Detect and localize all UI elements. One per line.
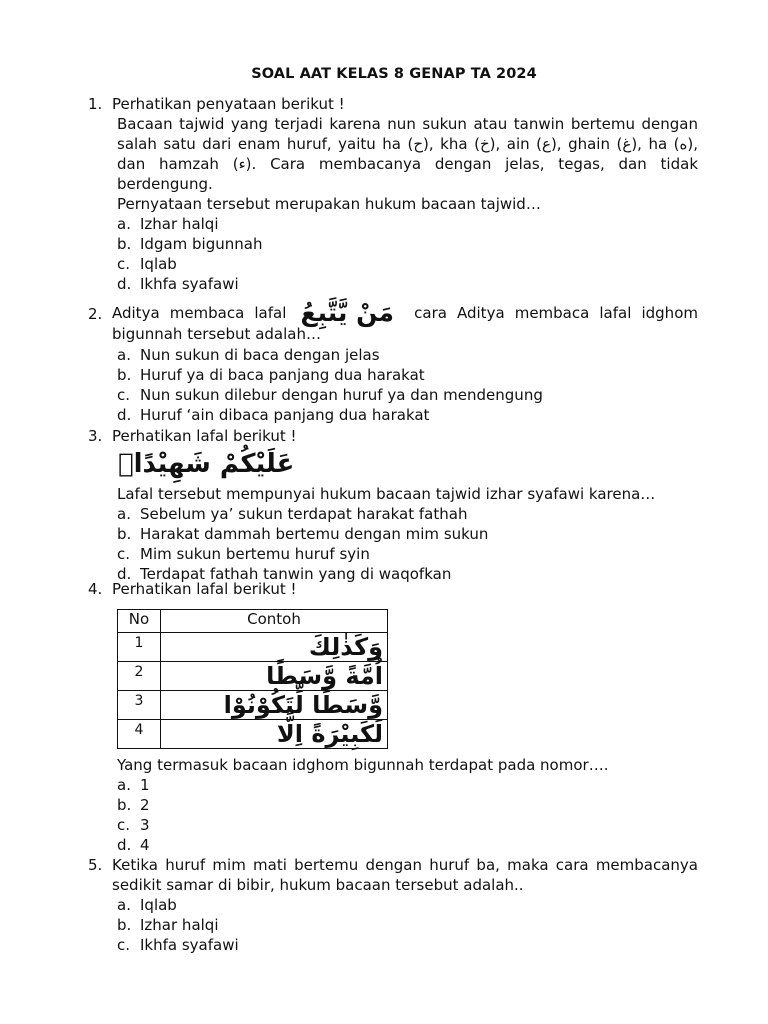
option-b: b. 2	[117, 796, 150, 814]
examples-table	[117, 609, 388, 749]
option-a: a. Nun sukun di baca dengan jelas	[117, 346, 380, 364]
option-d: d. Terdapat fathah tanwin yang di waqofkan	[117, 565, 452, 583]
option-a: a. Sebelum ya’ sukun terdapat harakat fathah	[117, 505, 468, 523]
arabic-phrase: عَلَيْكُمْ شَهِيْدًاۗ	[118, 449, 295, 479]
table-row	[118, 691, 388, 720]
option-text: Idgam bigunnah	[140, 235, 263, 253]
option-text: Nun sukun di baca dengan jelas	[140, 346, 380, 364]
question-1	[88, 94, 698, 294]
question-number: 2.	[88, 305, 103, 323]
question-stem: Perhatikan penyataan berikut !	[112, 95, 345, 113]
arabic-example: وَكَذٰلِكَ	[161, 633, 388, 662]
option-text: Huruf ‘ain dibaca panjang dua harakat	[140, 406, 430, 424]
row-number: 3	[118, 691, 161, 720]
arabic-example: وَّسَطًا لِّتَكُوْنُوْا	[161, 691, 388, 720]
option-text: 4	[140, 836, 150, 854]
option-b: b. Harakat dammah bertemu dengan mim sukun	[117, 525, 489, 543]
option-a: a. 1	[117, 776, 150, 794]
option-c: c. Iqlab	[117, 255, 177, 273]
option-d: d. Huruf ‘ain dibaca panjang dua harakat	[117, 406, 430, 424]
table-row	[118, 662, 388, 691]
option-b: b. Izhar halqi	[117, 916, 219, 934]
row-number: 2	[118, 662, 161, 691]
option-text: Izhar halqi	[140, 215, 219, 233]
option-text: 2	[140, 796, 150, 814]
question-prompt: Pernyataan tersebut merupakan hukum bacaan tajwid…	[117, 195, 541, 213]
question-4	[88, 579, 698, 599]
question-stem: Ketika huruf mim mati bertemu dengan huruf ba, maka cara membacanya sedikit samar di bibir, hukum bacaan tersebut adalah..	[112, 856, 698, 894]
option-a: a. Iqlab	[117, 896, 177, 914]
question-number: 4.	[88, 580, 103, 598]
question-statement: Bacaan tajwid yang terjadi karena nun sukun atau tanwin bertemu dengan salah satu dari enam huruf, yaitu ha (ح), kha (خ), ain (ع), ghain (غ), ha (ه), dan hamzah (ء). Cara membacanya dengan jelas, tegas, dan tidak berdengung.	[117, 115, 698, 193]
question-prompt: Yang termasuk bacaan idghom bigunnah terdapat pada nomor….	[117, 756, 609, 774]
table-header-row	[118, 610, 388, 633]
question-number: 5.	[88, 856, 103, 874]
question-number: 1.	[88, 95, 103, 113]
question-4-continued	[88, 755, 698, 855]
option-text: Iqlab	[140, 255, 177, 273]
question-prompt: Lafal tersebut mempunyai hukum bacaan tajwid izhar syafawi karena…	[117, 485, 656, 503]
table-row	[118, 633, 388, 662]
option-text: Ikhfa syafawi	[140, 936, 239, 954]
option-text: Ikhfa syafawi	[140, 275, 239, 293]
question-number: 3.	[88, 427, 103, 445]
table-row	[118, 720, 388, 749]
option-c: c. Nun sukun dilebur dengan huruf ya dan mendengung	[117, 386, 543, 404]
option-text: 3	[140, 816, 150, 834]
question-stem: Aditya membaca lafal مَنْ يَّتَّبِعُ cara Aditya membaca lafal idghom bigunnah tersebut adalah…	[112, 298, 698, 343]
column-header-no: No	[118, 610, 161, 633]
option-text: Izhar halqi	[140, 916, 219, 934]
page-title: SOAL AAT KELAS 8 GENAP TA 2024	[251, 66, 537, 82]
option-text: Iqlab	[140, 896, 177, 914]
question-2	[88, 298, 698, 425]
option-a: a. Izhar halqi	[117, 215, 219, 233]
option-c: c. Mim sukun bertemu huruf syin	[117, 545, 370, 563]
question-stem: Perhatikan lafal berikut !	[112, 427, 297, 445]
option-text: Huruf ya di baca panjang dua harakat	[140, 366, 425, 384]
row-number: 1	[118, 633, 161, 662]
option-text: Harakat dammah bertemu dengan mim sukun	[140, 525, 489, 543]
row-number: 4	[118, 720, 161, 749]
option-d: d. Ikhfa syafawi	[117, 275, 239, 293]
arabic-example: اُمَّةً وَّسَطًا	[161, 662, 388, 691]
option-text: 1	[140, 776, 150, 794]
question-5	[88, 855, 698, 955]
arabic-phrase: مَنْ يَّتَّبِعُ	[300, 298, 395, 327]
option-b: b. Idgam bigunnah	[117, 235, 263, 253]
option-b: b. Huruf ya di baca panjang dua harakat	[117, 366, 425, 384]
option-c: c. Ikhfa syafawi	[117, 936, 239, 954]
question-stem: Perhatikan lafal berikut !	[112, 580, 297, 598]
column-header-contoh: Contoh	[161, 610, 388, 633]
option-c: c. 3	[117, 816, 150, 834]
option-text: Sebelum ya’ sukun terdapat harakat fathah	[140, 505, 468, 523]
option-text: Mim sukun bertemu huruf syin	[140, 545, 370, 563]
option-text: Terdapat fathah tanwin yang di waqofkan	[140, 565, 452, 583]
question-3	[88, 426, 698, 584]
option-text: Nun sukun dilebur dengan huruf ya dan mendengung	[140, 386, 543, 404]
arabic-example: لَكَبِيْرَةً اِلَّا	[161, 720, 388, 749]
option-d: d. 4	[117, 836, 150, 854]
